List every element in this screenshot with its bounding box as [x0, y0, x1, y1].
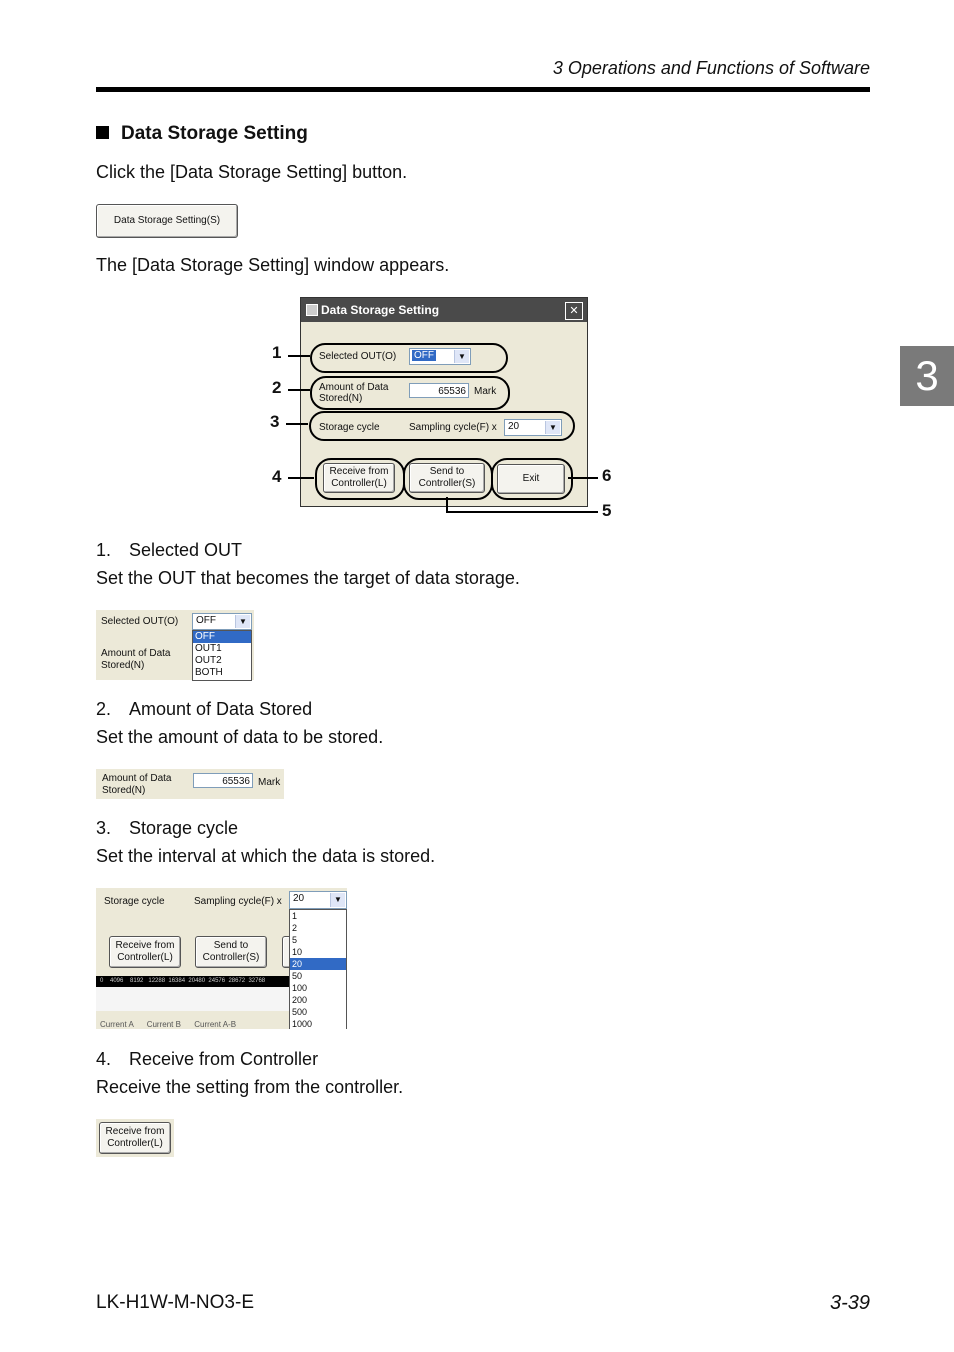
list-item[interactable]: 20 — [290, 958, 346, 970]
item-3-heading — [96, 818, 238, 839]
fig1-selected-out-label: Selected OUT(O) — [101, 616, 179, 627]
list-item[interactable]: BOTH — [195, 667, 223, 678]
list-item[interactable]: 2 — [292, 923, 298, 933]
sampling-cycle-value: 20 — [508, 421, 520, 432]
chevron-down-icon: ▼ — [235, 615, 250, 628]
leader-line-4 — [288, 477, 314, 479]
callout-1: 1 — [272, 343, 282, 362]
list-item[interactable]: 500 — [292, 1007, 308, 1017]
close-icon[interactable]: ✕ — [565, 302, 583, 320]
sampling-cycle-label: Sampling cycle(F) x — [409, 422, 497, 433]
chevron-down-icon: ▼ — [454, 350, 469, 363]
window-appears-text: The [Data Storage Setting] window appears. — [96, 255, 450, 275]
doc-id: LK-H1W-M-NO3-E — [96, 1292, 254, 1313]
list-item[interactable]: 10 — [292, 947, 303, 957]
item-3-number: 3. — [96, 818, 112, 838]
fig1-dropdown-list — [192, 630, 252, 681]
item-3-title: Storage cycle — [129, 818, 239, 838]
send-to-controller-button[interactable]: Send to Controller(S) — [409, 463, 485, 493]
storage-cycle-label: Storage cycle — [319, 422, 380, 433]
fig3-sampling-label: Sampling cycle(F) x — [194, 896, 282, 907]
callout-5: 5 — [602, 501, 612, 520]
item-1-heading — [96, 540, 242, 561]
fig3-combo-value: 20 — [293, 893, 305, 904]
chevron-down-icon: ▼ — [330, 893, 345, 907]
list-item[interactable]: 1000 — [292, 1019, 313, 1029]
dialog-title: Data Storage Setting — [321, 303, 440, 317]
item-2-heading — [96, 699, 312, 720]
list-item[interactable]: 50 — [292, 971, 303, 981]
fig3-tabs-strip: Current A Current B Current A-B — [100, 1020, 237, 1029]
storage-cycle-figure — [96, 888, 347, 1029]
page-number: 3-39 — [829, 1292, 870, 1314]
fig1-amount-label: Amount of Data Stored(N) — [101, 648, 171, 671]
chevron-down-icon: ▼ — [545, 421, 560, 434]
item-3-desc: Set the interval at which the data is stored. — [96, 846, 436, 866]
receive-figure — [96, 1119, 174, 1157]
fig1-combo-value: OFF — [196, 615, 216, 626]
data-storage-setting-button[interactable]: Data Storage Setting(S) — [96, 204, 238, 238]
list-item[interactable]: OFF — [193, 631, 251, 643]
callout-3: 3 — [270, 412, 280, 431]
chapter-title: 3 Operations and Functions of Software — [552, 58, 870, 78]
square-bullet-icon — [96, 126, 109, 139]
item-1-desc: Set the OUT that becomes the target of data storage. — [96, 568, 520, 588]
fig2-amount-input[interactable]: 65536 — [193, 773, 253, 788]
item-4-title: Receive from Controller — [129, 1049, 319, 1069]
fig3-sampling-combo[interactable] — [289, 891, 347, 909]
selected-out-label: Selected OUT(O) — [319, 351, 397, 362]
item-2-desc: Set the amount of data to be stored. — [96, 727, 384, 747]
fig3-receive-button[interactable]: Receive from Controller(L) — [109, 936, 181, 968]
callout-2: 2 — [272, 378, 282, 397]
header-rule — [96, 87, 870, 92]
item-2-number: 2. — [96, 699, 112, 719]
fig3-send-button[interactable]: Send to Controller(S) — [195, 936, 267, 968]
amount-label: Amount of Data Stored(N) — [319, 382, 389, 404]
callout-6: 6 — [602, 466, 612, 485]
item-4-heading — [96, 1049, 318, 1070]
data-storage-dialog — [300, 297, 588, 507]
item-4-desc: Receive the setting from the controller. — [96, 1077, 404, 1097]
dialog-titlebar — [301, 298, 587, 322]
item-1-number: 1. — [96, 540, 112, 560]
list-item[interactable]: 5 — [292, 935, 298, 945]
amount-figure — [96, 769, 284, 799]
fig1-selected-out-combo[interactable] — [192, 613, 252, 630]
fig3-storage-label: Storage cycle — [104, 896, 165, 907]
leader-line-3 — [286, 423, 308, 425]
sampling-cycle-combo[interactable] — [504, 419, 562, 436]
section-title — [96, 123, 308, 145]
chapter-tab: 3 — [900, 346, 954, 406]
fig2-amount-label: Amount of Data Stored(N) — [102, 773, 172, 796]
intro-text: Click the [Data Storage Setting] button. — [96, 162, 408, 182]
fig3-scale-strip: 0 4096 8192 12288 16384 20480 24576 28672 32768 — [96, 976, 347, 987]
app-icon — [306, 304, 318, 316]
leader-line-2 — [288, 389, 310, 391]
fig3-dropdown-list — [289, 909, 347, 1029]
fig4-receive-button[interactable]: Receive from Controller(L) — [99, 1122, 171, 1154]
list-item[interactable]: OUT1 — [195, 643, 222, 654]
receive-from-controller-button[interactable]: Receive from Controller(L) — [323, 463, 395, 493]
list-item[interactable]: 200 — [292, 995, 308, 1005]
item-2-title: Amount of Data Stored — [129, 699, 313, 719]
exit-button[interactable]: Exit — [497, 464, 565, 494]
callout-4: 4 — [272, 467, 282, 486]
amount-input[interactable]: 65536 — [409, 383, 469, 398]
leader-line-6 — [568, 477, 598, 479]
list-item[interactable]: 1 — [292, 911, 298, 921]
list-item[interactable]: OUT2 — [195, 655, 222, 666]
item-1-title: Selected OUT — [129, 540, 243, 560]
selected-out-value: OFF — [414, 350, 434, 361]
item-4-number: 4. — [96, 1049, 112, 1069]
fig2-unit: Mark — [258, 777, 281, 788]
selected-out-figure — [96, 610, 254, 680]
selected-out-combo[interactable] — [409, 348, 471, 365]
leader-line-1 — [288, 355, 310, 357]
amount-unit: Mark — [474, 386, 497, 397]
section-title-text: Data Storage Setting — [121, 123, 308, 144]
list-item[interactable]: 100 — [292, 983, 308, 993]
leader-line-5 — [446, 511, 598, 513]
